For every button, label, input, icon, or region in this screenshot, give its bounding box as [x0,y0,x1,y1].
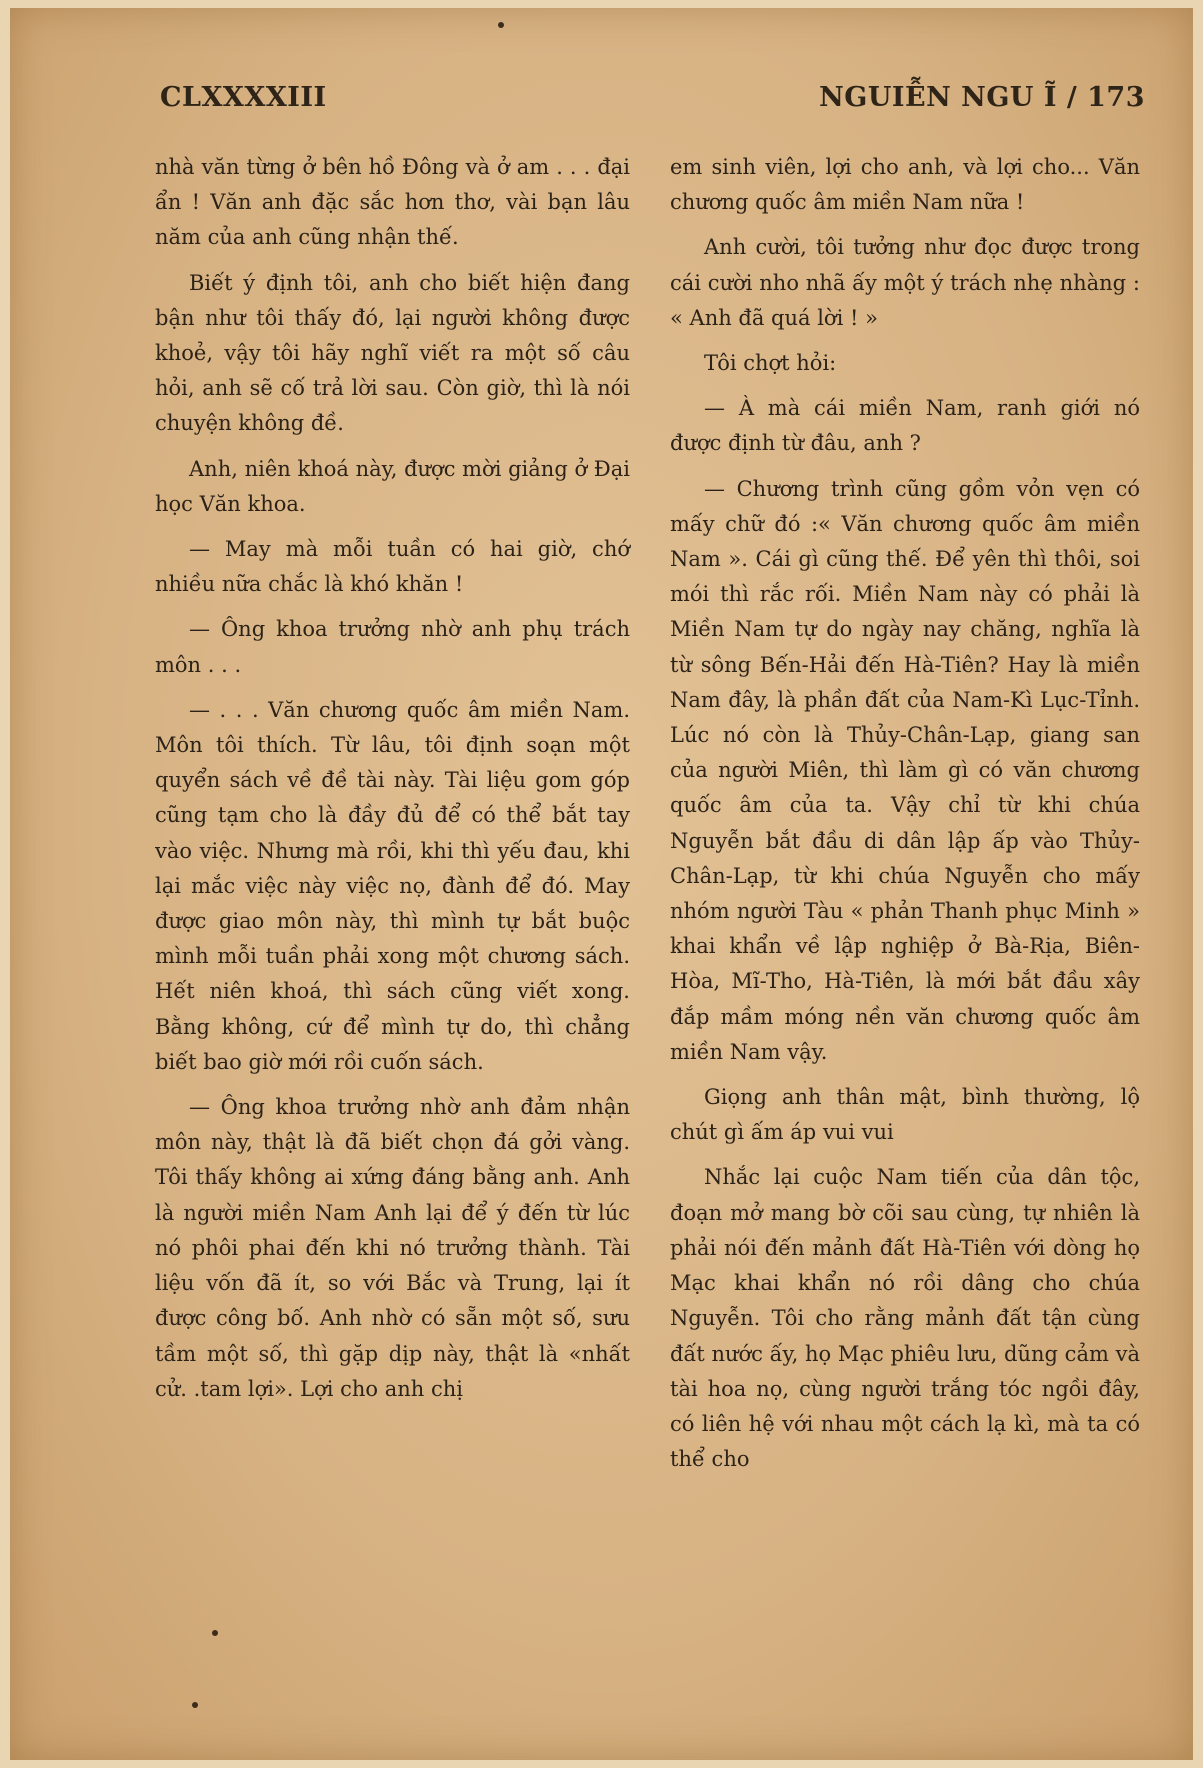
paragraph: — À mà cái miền Nam, ranh giới nó được định từ đâu, anh ? [670,396,1140,456]
paragraph: — May mà mỗi tuần có hai giờ, chớ nhiều nữa chắc là khó khăn ! [155,537,630,597]
left-column [155,150,630,1417]
right-column [670,150,1140,1487]
paragraph: Tôi chợt hỏi: [704,351,837,376]
ink-spot [498,22,504,28]
paragraph: Biết ý định tôi, anh cho biết hiện đang bận như tôi thấy đó, lại người không được khoẻ, vậy tôi hãy nghĩ viết ra một số câu hỏi, anh sẽ cố trả lời sau. Còn giờ, thì là nói chuyện không đề. [155,270,630,436]
issue-number: CLXXXXIII [160,82,327,113]
paragraph: — Ông khoa trưởng nhờ anh đảm nhận môn này, thật là đã biết chọn đá gởi vàng. Tôi thấy không ai xứng đáng bằng anh. Anh là người miền Nam Anh lại để ý đến từ lúc nó phôi phai đến khi nó trưởng thành. Tài liệu vốn đã ít, so với Bắc và Trung, lại ít được công bố. Anh nhờ có sẵn một số, sưu tầm một số, thì gặp dịp này, thật là «nhất cử. .tam lợi». Lợi cho anh chị [155,1095,630,1401]
paragraph: — Chương trình cũng gồm vỏn vẹn có mấy chữ đó :« Văn chương quốc âm miền Nam ». Cái gì cũng thế. Để yên thì thôi, soi mói thì rắc rối. Miền Nam này có phải là Miền Nam tự do ngày nay chăng, nghĩa là từ sông Bến-Hải đến Hà-Tiên? Hay là miền Nam đây, là phần đất của Nam-Kì Lục-Tỉnh. Lúc nó còn là Thủy-Chân-Lạp, giang san của người Miên, thì làm gì có văn chương quốc âm của ta. Vậy chỉ từ khi chúa Nguyễn bắt đầu di dân lập ấp vào Thủy-Chân-Lạp, từ khi chúa Nguyễn cho mấy nhóm người Tàu « phản Thanh phục Minh » khai khẩn về lập nghiệp ở Bà-Rịa, Biên-Hòa, Mĩ-Tho, Hà-Tiên, là mới bắt đầu xây đắp mầm móng nền văn chương quốc âm miền Nam vậy. [670,476,1140,1064]
paragraph: Nhắc lại cuộc Nam tiến của dân tộc, đoạn mở mang bờ cõi sau cùng, tự nhiên là phải nói đến mảnh đất Hà-Tiên với dòng họ Mạc khai khẩn nó rồi dâng cho chúa Nguyễn. Tôi cho rằng mảnh đất tận cùng đất nước ấy, họ Mạc phiêu lưu, dũng cảm và tài hoa nọ, cùng người trắng tóc ngồi đây, có liên hệ với nhau một cách lạ kì, mà ta có thể cho [670,1165,1140,1472]
ink-spot [212,1630,218,1636]
paragraph: Anh, niên khoá này, được mời giảng ở Đại học Văn khoa. [155,456,630,516]
paragraph: em sinh viên, lợi cho anh, và lợi cho... Văn chương quốc âm miền Nam nữa ! [670,155,1140,215]
ink-spot [192,1702,198,1708]
paragraph: — . . . Văn chương quốc âm miền Nam. Môn tôi thích. Từ lâu, tôi định soạn một quyển sách về đề tài này. Tài liệu gom góp cũng tạm cho là đầy đủ để có thể bắt tay vào việc. Nhưng mà rồi, khi thì yếu đau, khi lại mắc việc này việc nọ, đành để đó. May được giao môn này, thì mình tự bắt buộc mình mỗi tuần phải xong một chương sách. Hết niên khoá, thì sách cũng viết xong. Bằng không, cứ để mình tự do, thì chẳng biết bao giờ mới rồi cuốn sách. [155,697,630,1074]
paragraph: — Ông khoa trưởng nhờ anh phụ trách môn . . . [155,617,630,677]
paragraph: nhà văn từng ở bên hồ Đông và ở am . . . đại ẩn ! Văn anh đặc sắc hơn thơ, vài bạn lâu năm của anh cũng nhận thế. [155,155,630,250]
page-header [160,82,1145,122]
running-title-and-page-number: NGUIỄN NGU Ĩ / 173 [819,82,1145,113]
paragraph: Giọng anh thân mật, bình thường, lộ chút gì ấm áp vui vui [670,1085,1140,1145]
paragraph: Anh cười, tôi tưởng như đọc được trong cái cười nho nhã ấy một ý trách nhẹ nhàng : « Anh đã quá lời ! » [670,235,1140,330]
